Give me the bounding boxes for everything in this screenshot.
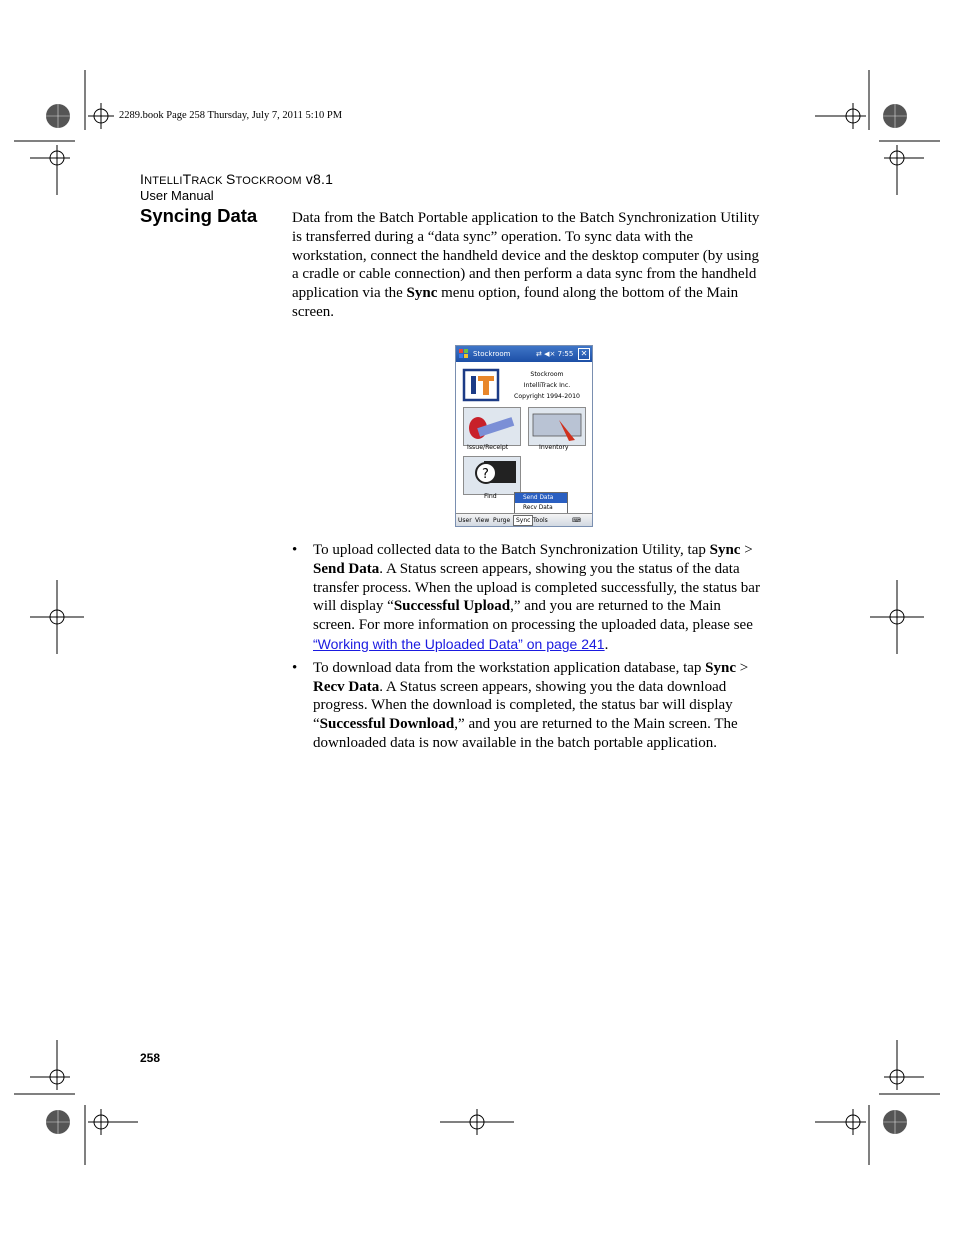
section-title: Syncing Data <box>140 205 258 226</box>
inventory-icon <box>528 407 586 446</box>
inventory-label: Inventory <box>539 444 569 451</box>
find-icon <box>463 456 521 495</box>
pda-title: Stockroom <box>473 350 511 358</box>
menu-item-recv-data: Recv Data <box>523 505 553 511</box>
close-icon: ✕ <box>578 348 590 360</box>
pda-clock: ⇄ ◀× 7:55 <box>536 350 574 358</box>
pda-menu-bar: User View Purge Sync Tools ⌨ <box>456 513 592 527</box>
cross-reference-link[interactable]: “Working with the Uploaded Data” on page 241 <box>313 635 605 652</box>
intro-paragraph: Data from the Batch Portable application to the Batch Synchronization Utility is transferred during a “data sync” operation. To sync data with the workstation, connect the handheld device and the desktop computer (by using a cradle or cable connection) and then perform a data sync from the handheld application via the Sync menu option, found along the bottom of the Main screen. <box>292 210 760 320</box>
menu-item-send-data: Send Data <box>515 493 567 503</box>
sync-menu-popup <box>514 492 568 514</box>
page-number: 258 <box>140 1051 161 1065</box>
find-label: Find <box>484 493 497 500</box>
intellitrack-logo-icon <box>462 368 500 402</box>
pda-title-bar <box>456 346 592 362</box>
about-text: Stockroom IntelliTrack Inc. Copyright 1994-2010 <box>514 371 580 400</box>
bullet-list <box>292 541 762 757</box>
issue-receipt-label: Issue/Receipt <box>467 444 509 451</box>
handheld-screenshot <box>455 345 593 527</box>
running-header-subtitle: User Manual <box>140 188 214 203</box>
svg-text:?: ? <box>482 467 489 482</box>
windows-start-icon <box>458 348 469 359</box>
issue-receipt-icon <box>463 407 521 446</box>
bullet-download: • To download data from the workstation application database, tap Sync > Recv Data. A Status screen appears, showing you the data download progress. When the download is completed, the status bar will display “Successful Download,” and you are returned to the Main screen. The downloaded data is now available in the batch portable application. <box>292 659 749 751</box>
keyboard-icon: ⌨ <box>572 517 581 524</box>
running-header-product: INTELLITRACK STOCKROOM v8.1 <box>140 171 334 187</box>
print-slug: 2289.book Page 258 Thursday, July 7, 2011 5:10 PM <box>119 110 343 121</box>
bullet-upload: • To upload collected data to the Batch Synchronization Utility, tap Sync > Send Data. A Status screen appears, showing you the status of the data transfer process. When the upload is completed successfully, the status bar will display “Successful Upload,” and you are returned to the Main screen. For more information on processing the uploaded data, please see “Working with the Uploaded Data” on page 241. <box>292 542 760 653</box>
